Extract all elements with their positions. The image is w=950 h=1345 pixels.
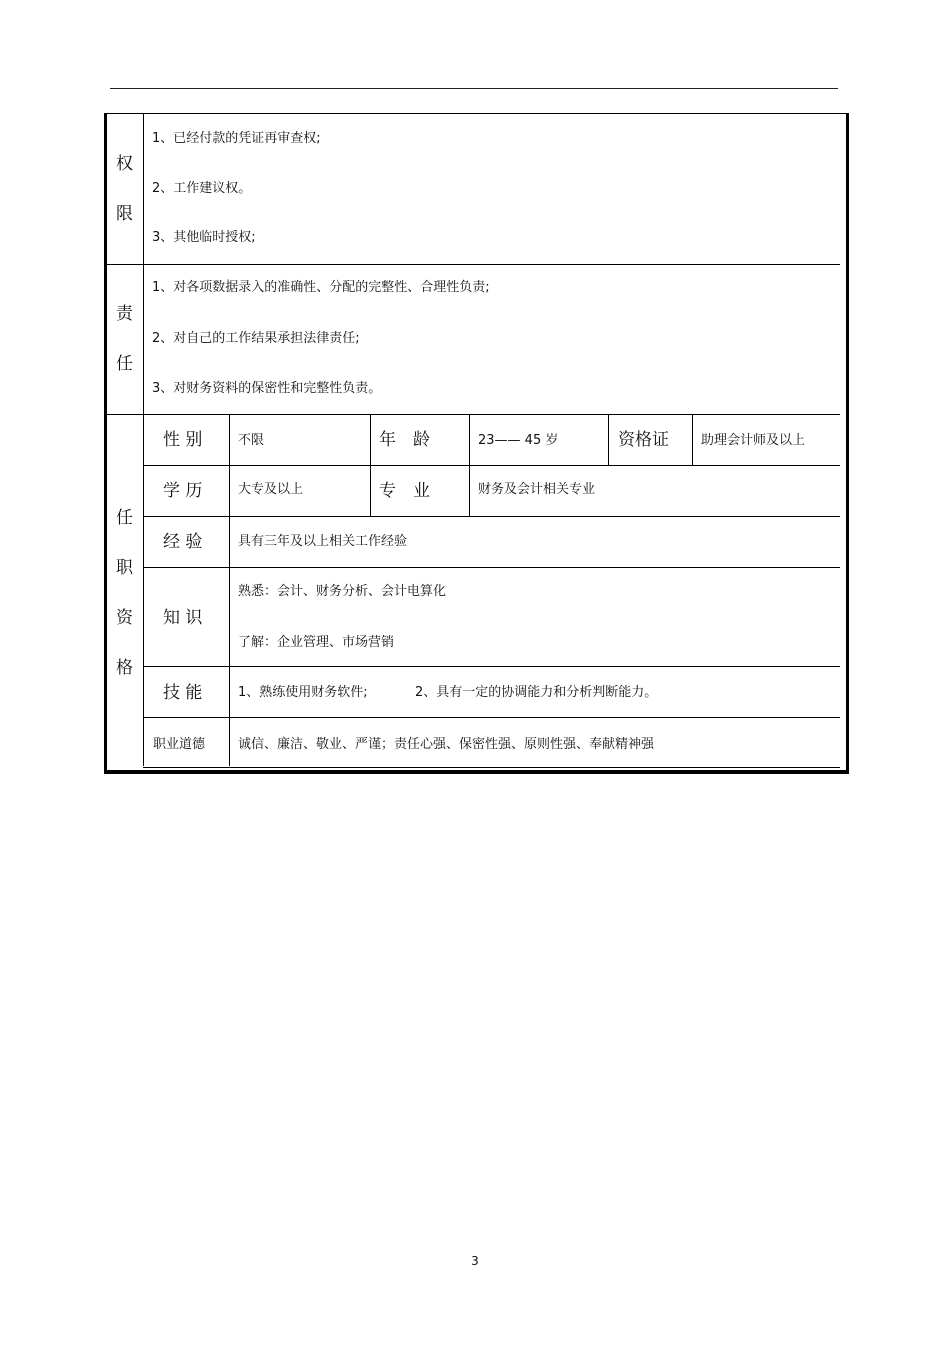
authority-item-3: 3、其他临时授权; xyxy=(152,230,256,245)
header-rule xyxy=(110,88,838,89)
major-value: 财务及会计相关专业 xyxy=(478,482,596,497)
education-value: 大专及以上 xyxy=(238,482,304,497)
row-divider-authority xyxy=(107,264,840,265)
row-divider-experience xyxy=(143,567,840,568)
authority-label-char-2: 限 xyxy=(116,204,133,224)
row-divider-knowledge xyxy=(143,666,840,667)
qualifications-label-char-2: 职 xyxy=(116,558,133,578)
row-divider-gender xyxy=(143,465,840,466)
experience-label: 经 验 xyxy=(163,532,203,552)
col-divider-category xyxy=(143,114,144,766)
certificate-label: 资格证 xyxy=(618,430,669,450)
education-label: 学 历 xyxy=(163,481,203,501)
responsibility-label-char-1: 责 xyxy=(116,304,133,324)
certificate-value: 助理会计师及以上 xyxy=(701,433,806,448)
gender-value: 不限 xyxy=(238,433,265,448)
row-divider-ethics xyxy=(143,767,840,768)
skills-item-2: 2、具有一定的协调能力和分析判断能力。 xyxy=(415,685,658,700)
authority-item-1: 1、已经付款的凭证再审查权; xyxy=(152,131,321,146)
gender-label: 性 别 xyxy=(163,430,203,450)
age-label: 年 龄 xyxy=(379,430,430,450)
page-number: 3 xyxy=(471,1254,479,1268)
age-value: 23—— 45 岁 xyxy=(478,433,559,448)
qualifications-label-char-1: 任 xyxy=(116,508,133,528)
ethics-label: 职业道德 xyxy=(153,737,206,752)
knowledge-understand: 了解：企业管理、市场营销 xyxy=(238,635,395,650)
skills-label: 技 能 xyxy=(163,683,203,703)
skills-item-1: 1、熟练使用财务软件; xyxy=(238,685,368,700)
responsibility-item-1: 1、对各项数据录入的准确性、分配的完整性、合理性负责; xyxy=(152,280,490,295)
row-divider-responsibility xyxy=(107,414,840,415)
row-divider-skills xyxy=(143,717,840,718)
row-divider-education xyxy=(143,516,840,517)
authority-item-2: 2、工作建议权。 xyxy=(152,181,252,196)
knowledge-familiar: 熟悉：会计、财务分析、会计电算化 xyxy=(238,584,447,599)
ethics-value: 诚信、廉洁、敬业、严谨；责任心强、保密性强、原则性强、奉献精神强 xyxy=(238,737,655,752)
qualifications-label-char-3: 资 xyxy=(116,608,133,628)
authority-label-char-1: 权 xyxy=(116,154,133,174)
responsibility-item-2: 2、对自己的工作结果承担法律责任; xyxy=(152,331,360,346)
responsibility-item-3: 3、对财务资料的保密性和完整性负责。 xyxy=(152,381,382,396)
col-divider-cert-label xyxy=(692,414,693,465)
knowledge-label: 知 识 xyxy=(163,608,203,628)
major-label: 专 业 xyxy=(379,481,430,501)
col-divider-label xyxy=(229,414,230,766)
job-description-table xyxy=(104,113,849,774)
experience-value: 具有三年及以上相关工作经验 xyxy=(238,534,408,549)
col-divider-age-value xyxy=(608,414,609,465)
responsibility-label-char-2: 任 xyxy=(116,354,133,374)
qualifications-label-char-4: 格 xyxy=(116,658,133,678)
